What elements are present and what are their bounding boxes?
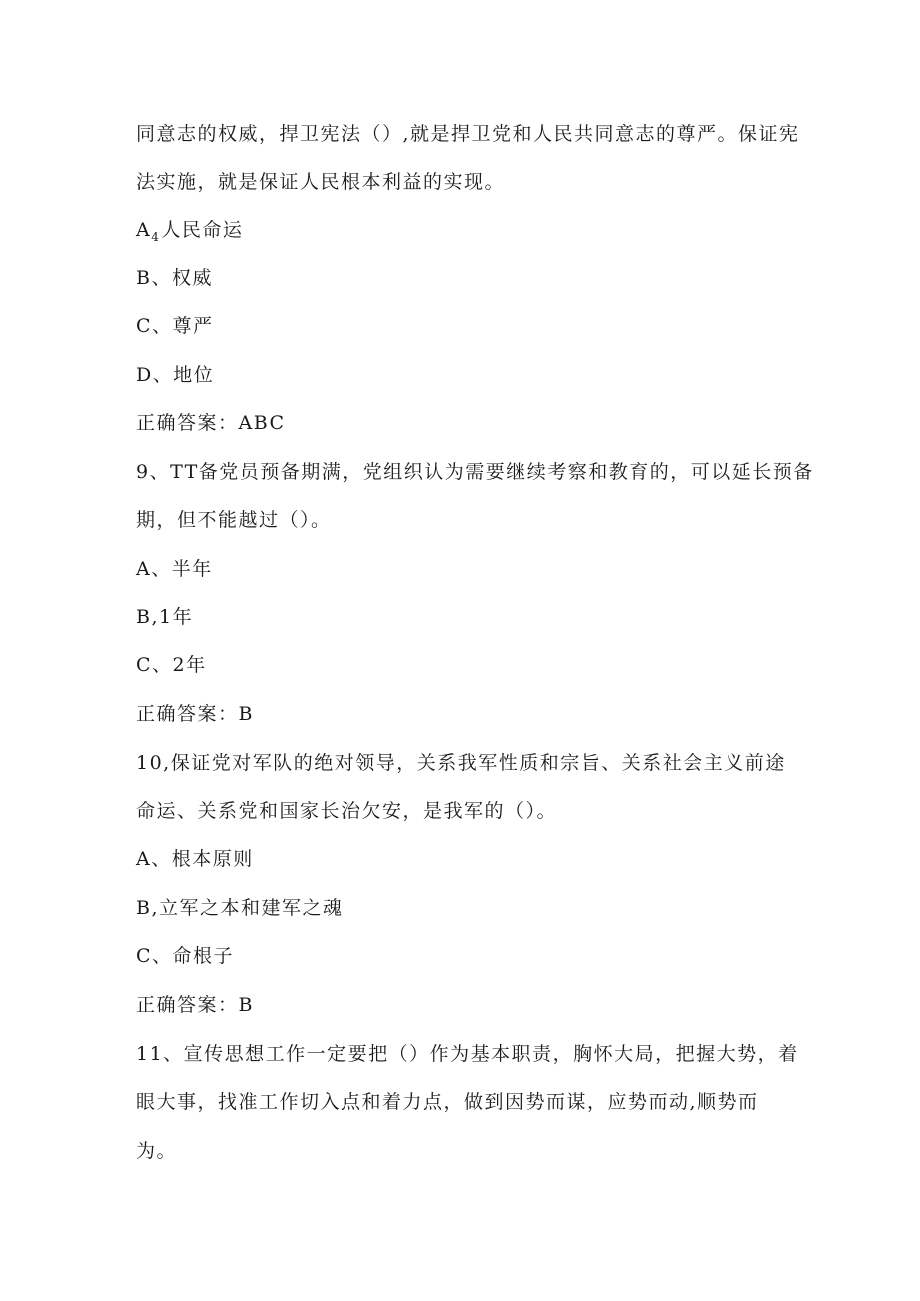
option-a-text: 人民命运	[161, 219, 244, 241]
answer-q9: 正确答案：B	[136, 703, 254, 725]
option-c-q8: C、尊严	[136, 315, 214, 337]
option-c-q10: C、命根子	[136, 945, 235, 967]
question-9-text-line-1: 9、TT备党员预备期满，党组织认为需要继续考察和教育的，可以延长预备	[136, 461, 814, 483]
option-b-q9: B,1年	[136, 606, 194, 628]
question-8-text-line-1: 同意志的权威，捍卫宪法（）,就是捍卫党和人民共同意志的尊严。保证宪	[136, 123, 800, 145]
option-b-q8: B、权威	[136, 267, 213, 289]
option-a-letter: A	[136, 219, 152, 241]
option-c-q9: C、2年	[136, 654, 207, 676]
answer-q10: 正确答案：B	[136, 994, 254, 1016]
question-11-text-line-1: 11、宣传思想工作一定要把（）作为基本职责，胸怀大局，把握大势，着	[136, 1043, 799, 1065]
option-d-q8: D、地位	[136, 364, 215, 386]
question-10-text-line-2: 命运、关系党和国家长治欠安，是我军的（）。	[136, 800, 558, 822]
option-a-q9: A、半年	[136, 558, 213, 580]
option-a-q10: A、根本原则	[136, 848, 254, 870]
option-a-subscript: 4	[151, 230, 161, 244]
option-b-q10: B,立军之本和建军之魂	[136, 897, 344, 919]
answer-q8: 正确答案：ABC	[136, 412, 286, 434]
question-8-text-line-2: 法实施，就是保证人民根本利益的实现。	[136, 171, 506, 193]
question-10-text-line-1: 10,保证党对军队的绝对领导，关系我军性质和宗旨、关系社会主义前途	[136, 752, 786, 774]
question-11-text-line-2: 眼大事，找准工作切入点和着力点，做到因势而谋，应势而动,顺势而	[136, 1091, 759, 1113]
option-a-q8	[136, 218, 243, 244]
question-9-text-line-2: 期，但不能越过（）。	[136, 509, 332, 531]
question-11-text-line-3: 为。	[136, 1140, 178, 1162]
